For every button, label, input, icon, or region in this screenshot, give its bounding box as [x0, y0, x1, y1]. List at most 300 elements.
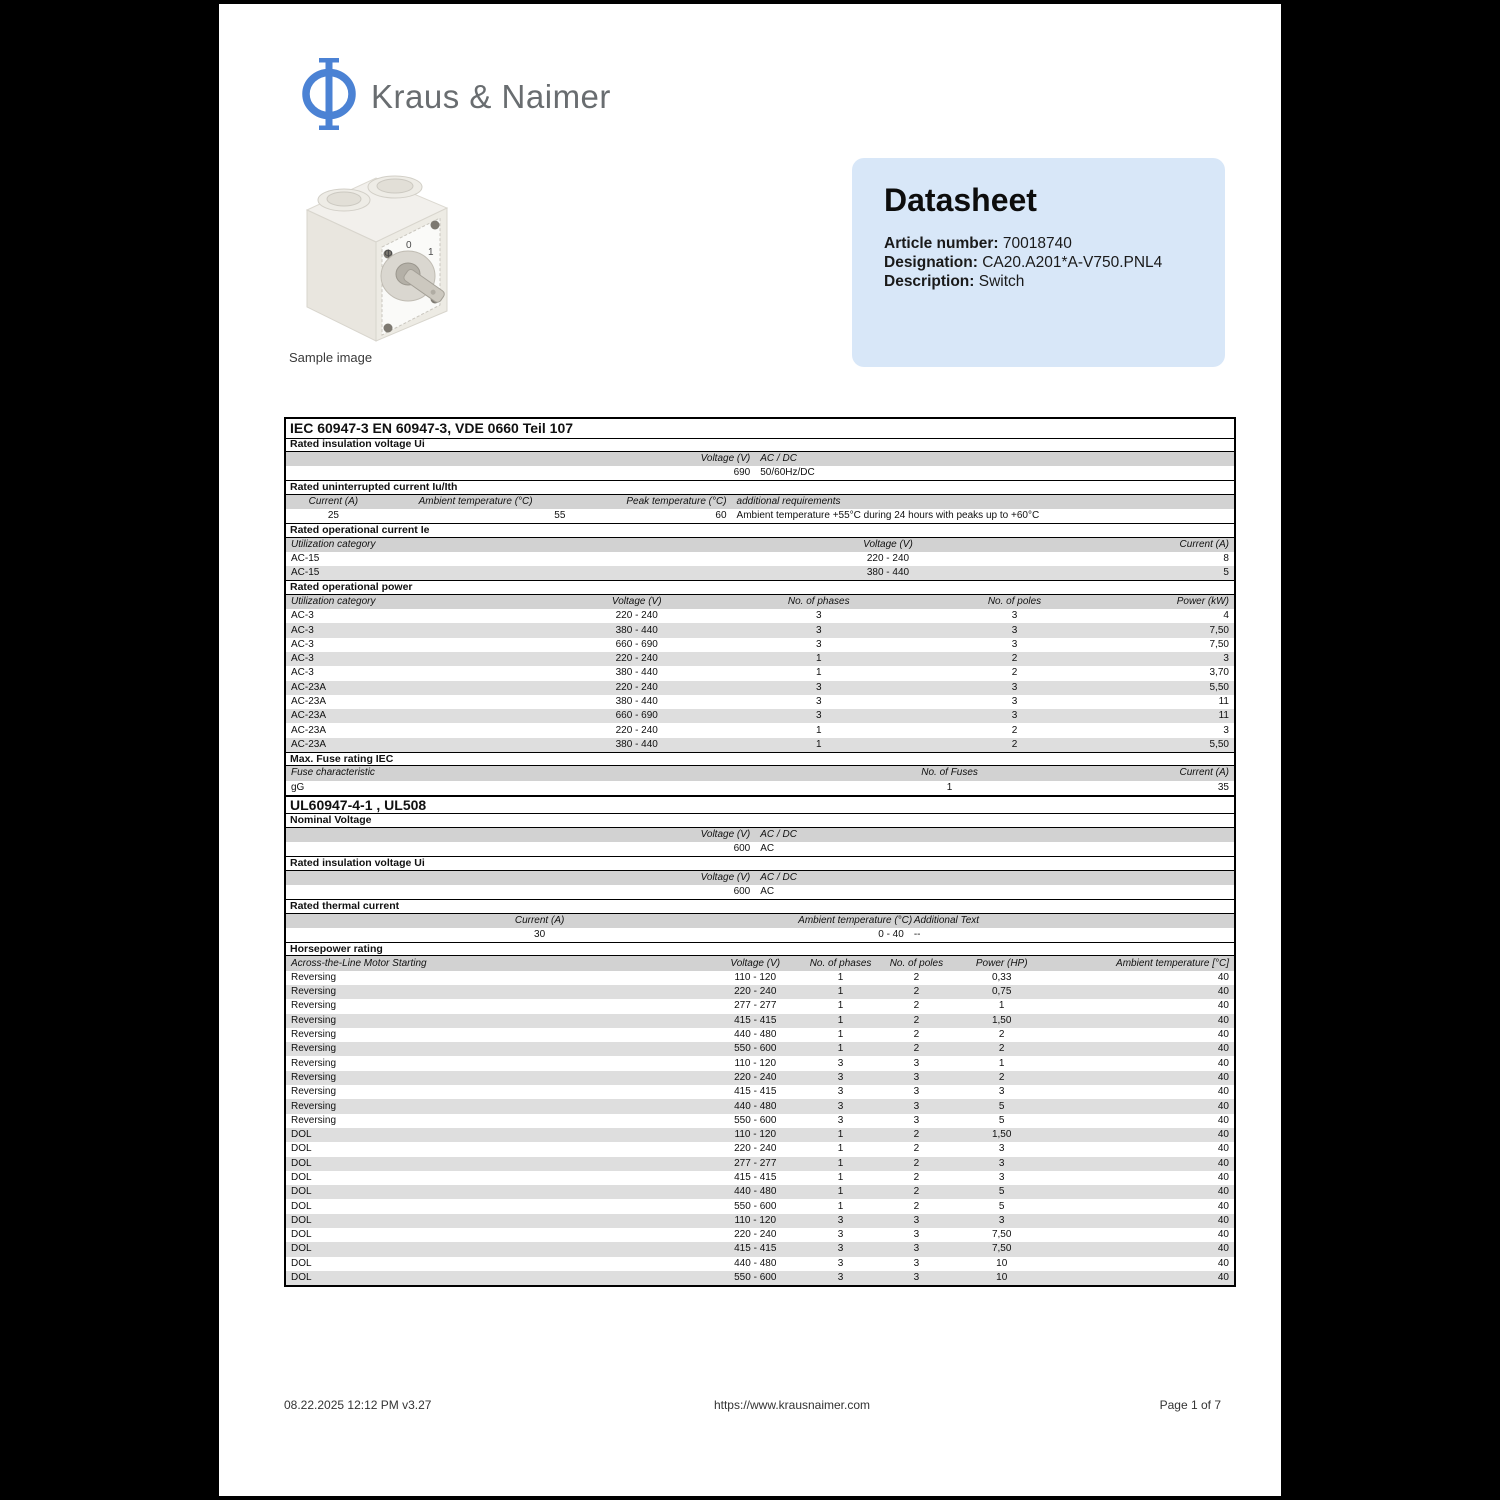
- table-row: [286, 566, 1234, 580]
- table-cell: 3: [913, 1071, 920, 1083]
- table-cell: 2: [913, 1129, 920, 1141]
- table-cell: Voltage (V): [730, 957, 781, 969]
- table-cell: 40: [1217, 1129, 1229, 1141]
- table-subsection-header: Rated operational current Ie: [286, 523, 1234, 537]
- table-row: [286, 1128, 1234, 1142]
- table-header-row: [286, 956, 1234, 970]
- table-cell: 1: [946, 781, 953, 793]
- table-cell: 1: [837, 1143, 844, 1155]
- table-cell: DOL: [291, 1229, 312, 1241]
- table-cell: 2: [913, 1014, 920, 1026]
- table-cell: 40: [1217, 1014, 1229, 1026]
- table-cell: 40: [1217, 986, 1229, 998]
- table-cell: 40: [1217, 1186, 1229, 1198]
- table-cell: 3: [815, 624, 822, 636]
- table-cell: 3: [815, 710, 822, 722]
- table-cell: No. of Fuses: [921, 767, 978, 779]
- table-cell: 1: [837, 1000, 844, 1012]
- table-cell: 380 - 440: [866, 567, 910, 579]
- table-cell: 8: [1223, 553, 1229, 565]
- table-cell: 3: [1011, 610, 1018, 622]
- table-row: [286, 695, 1234, 709]
- table-cell: DOL: [291, 1129, 312, 1141]
- table-cell: 3: [837, 1229, 844, 1241]
- table-subsection-header: Rated uninterrupted current Iu/Ith: [286, 480, 1234, 494]
- table-cell: 5: [998, 1114, 1005, 1126]
- table-cell: AC-15: [291, 553, 320, 565]
- table-cell: 3: [837, 1086, 844, 1098]
- table-row: [286, 723, 1234, 737]
- table-cell: DOL: [291, 1157, 312, 1169]
- table-cell: gG: [291, 781, 305, 793]
- switch-product-image: [287, 158, 467, 350]
- table-cell: AC: [760, 843, 775, 855]
- cable-gland-right: [368, 176, 422, 198]
- table-row: [286, 1114, 1234, 1128]
- table-cell: 3: [913, 1114, 920, 1126]
- table-subsection-header: Rated operational power: [286, 580, 1234, 594]
- table-row: [286, 885, 1234, 899]
- table-cell: 415 - 415: [734, 1243, 777, 1255]
- table-row: [286, 1228, 1234, 1242]
- table-row: [286, 985, 1234, 999]
- table-cell: 3: [815, 695, 822, 707]
- table-cell: AC-3: [291, 638, 314, 650]
- table-cell: 220 - 240: [615, 724, 658, 736]
- table-cell: 35: [1217, 781, 1229, 793]
- table-cell: 40: [1217, 1229, 1229, 1241]
- table-row: [286, 1157, 1234, 1171]
- table-header-row: [286, 766, 1234, 780]
- table-row: [286, 1214, 1234, 1228]
- table-cell: 220 - 240: [734, 986, 777, 998]
- table-cell: 1: [998, 1000, 1005, 1012]
- table-cell: Reversing: [291, 1014, 337, 1026]
- sample-image-caption: Sample image: [289, 350, 373, 365]
- table-cell: Current (A): [514, 914, 565, 926]
- table-cell: Utilization category: [291, 595, 376, 607]
- table-cell: 2: [913, 986, 920, 998]
- table-cell: 550 - 600: [734, 1200, 777, 1212]
- table-cell: 415 - 415: [734, 1171, 777, 1183]
- table-cell: 3: [837, 1214, 844, 1226]
- table-row: [286, 681, 1234, 695]
- table-row: [286, 1257, 1234, 1271]
- table-cell: 3: [998, 1214, 1005, 1226]
- description-field: [884, 272, 1225, 291]
- table-cell: 440 - 480: [734, 1257, 777, 1269]
- table-cell: 3: [998, 1171, 1005, 1183]
- table-row: [286, 666, 1234, 680]
- table-cell: 3: [1011, 638, 1018, 650]
- table-subsection-header: Rated thermal current: [286, 899, 1234, 913]
- table-row: [286, 652, 1234, 666]
- table-cell: Reversing: [291, 1114, 337, 1126]
- table-cell: 3: [998, 1086, 1005, 1098]
- table-row: [286, 1014, 1234, 1028]
- table-cell: 3: [1011, 681, 1018, 693]
- table-cell: 110 - 120: [734, 1129, 777, 1141]
- datasheet-title: Datasheet: [884, 182, 1037, 218]
- table-cell: 550 - 600: [734, 1272, 777, 1284]
- table-cell: DOL: [291, 1200, 312, 1212]
- table-cell: 1: [837, 971, 844, 983]
- table-cell: 380 - 440: [615, 695, 658, 707]
- table-cell: 220 - 240: [734, 1229, 777, 1241]
- field-value: CA20.A201*A-V750.PNL4: [982, 254, 1163, 271]
- table-row: [286, 999, 1234, 1013]
- table-cell: DOL: [291, 1257, 312, 1269]
- table-cell: 40: [1217, 1272, 1229, 1284]
- table-cell: Reversing: [291, 986, 337, 998]
- table-cell: AC-23A: [291, 695, 327, 707]
- table-row: [286, 552, 1234, 566]
- table-cell: AC-15: [291, 567, 320, 579]
- table-subsection-header: Horsepower rating: [286, 942, 1234, 956]
- table-cell: 7,50: [991, 1229, 1012, 1241]
- table-cell: Ambient temperature (°C): [798, 914, 913, 926]
- kraus-naimer-logo-icon: [301, 58, 357, 130]
- table-cell: Ambient temperature [°C]: [1116, 957, 1229, 969]
- table-cell: 1: [837, 1200, 844, 1212]
- table-cell: 660 - 690: [615, 638, 658, 650]
- table-row: [286, 1171, 1234, 1185]
- table-subsection-header: Rated insulation voltage Ui: [286, 438, 1234, 452]
- field-value: 70018740: [1002, 235, 1072, 252]
- table-cell: --: [913, 928, 921, 940]
- table-cell: 220 - 240: [734, 1143, 777, 1155]
- datasheet-fields: [884, 234, 1225, 291]
- table-row: [286, 971, 1234, 985]
- table-cell: 380 - 440: [615, 667, 658, 679]
- table-cell: 40: [1217, 1214, 1229, 1226]
- table-cell: 690: [733, 467, 751, 479]
- brand-name: Kraus & Naimer: [371, 78, 611, 115]
- table-row: [286, 623, 1234, 637]
- table-cell: 2: [913, 1000, 920, 1012]
- table-row: [286, 738, 1234, 752]
- table-cell: 40: [1217, 1000, 1229, 1012]
- table-cell: AC-23A: [291, 724, 327, 736]
- table-cell: 3: [815, 610, 822, 622]
- table-subsection-header: Nominal Voltage: [286, 813, 1234, 827]
- table-cell: 3: [837, 1114, 844, 1126]
- table-cell: Ambient temperature (°C): [418, 495, 533, 507]
- table-cell: 220 - 240: [734, 1071, 777, 1083]
- table-row: [286, 1056, 1234, 1070]
- table-cell: AC-23A: [291, 681, 327, 693]
- table-cell: 2: [913, 1200, 920, 1212]
- table-cell: 40: [1217, 1057, 1229, 1069]
- table-cell: DOL: [291, 1143, 312, 1155]
- table-cell: 40: [1217, 1200, 1229, 1212]
- table-cell: 1: [837, 1043, 844, 1055]
- table-cell: 1: [815, 724, 822, 736]
- table-cell: 40: [1217, 971, 1229, 983]
- table-cell: 2: [913, 1157, 920, 1169]
- table-cell: 380 - 440: [615, 624, 658, 636]
- table-cell: 550 - 600: [734, 1043, 777, 1055]
- table-row: [286, 709, 1234, 723]
- table-cell: 1: [837, 1157, 844, 1169]
- table-cell: 1,50: [991, 1129, 1012, 1141]
- table-cell: AC-3: [291, 610, 314, 622]
- table-section-title: IEC 60947-3 EN 60947-3, VDE 0660 Teil 107: [290, 420, 574, 437]
- table-header-row: [286, 871, 1234, 885]
- table-cell: 415 - 415: [734, 1014, 777, 1026]
- table-row: [286, 1271, 1234, 1285]
- table-cell: 11: [1218, 710, 1229, 722]
- table-cell: 2: [998, 1043, 1005, 1055]
- table-cell: 1,50: [991, 1014, 1012, 1026]
- table-cell: 2: [913, 1143, 920, 1155]
- table-row: [286, 1028, 1234, 1042]
- table-row: [286, 1042, 1234, 1056]
- table-cell: 3,70: [1209, 667, 1229, 679]
- table-cell: Reversing: [291, 1000, 337, 1012]
- table-cell: 3: [913, 1086, 920, 1098]
- table-cell: Reversing: [291, 1043, 337, 1055]
- table-header-row: [286, 538, 1234, 552]
- table-cell: 5,50: [1209, 738, 1229, 750]
- cable-gland-left: [318, 189, 370, 211]
- table-cell: AC-3: [291, 667, 314, 679]
- table-cell: 3: [1011, 695, 1018, 707]
- table-cell: 25: [327, 510, 339, 522]
- table-cell: DOL: [291, 1214, 312, 1226]
- table-cell: 40: [1217, 1257, 1229, 1269]
- article-number-field: [884, 234, 1225, 253]
- table-cell: Reversing: [291, 1100, 337, 1112]
- table-cell: 3: [1223, 653, 1229, 665]
- table-cell: 220 - 240: [615, 653, 658, 665]
- table-cell: DOL: [291, 1186, 312, 1198]
- table-cell: 40: [1217, 1243, 1229, 1255]
- table-cell: 3: [815, 638, 822, 650]
- table-cell: 40: [1217, 1086, 1229, 1098]
- table-row: [286, 1099, 1234, 1113]
- table-cell: 440 - 480: [734, 1029, 777, 1041]
- table-cell: 2: [913, 1186, 920, 1198]
- table-cell: 110 - 120: [734, 971, 777, 983]
- table-cell: 30: [534, 928, 546, 940]
- table-cell: 3: [815, 681, 822, 693]
- table-cell: 3: [837, 1243, 844, 1255]
- table-cell: 40: [1217, 1157, 1229, 1169]
- table-cell: Fuse characteristic: [291, 767, 375, 779]
- table-cell: 2: [913, 1171, 920, 1183]
- table-row: [286, 609, 1234, 623]
- table-cell: Additional Text: [913, 914, 980, 926]
- table-cell: 1: [815, 653, 822, 665]
- table-header-row: [286, 495, 1234, 509]
- table-cell: Power (HP): [975, 957, 1028, 969]
- table-row: [286, 1242, 1234, 1256]
- table-cell: Voltage (V): [700, 871, 751, 883]
- table-cell: Current (A): [1179, 767, 1229, 779]
- table-header-row: [286, 452, 1234, 466]
- table-cell: 40: [1217, 1043, 1229, 1055]
- table-row: [286, 842, 1234, 856]
- table-cell: AC / DC: [760, 452, 797, 464]
- table-subsection-header: Rated insulation voltage Ui: [286, 856, 1234, 870]
- table-cell: 55: [554, 510, 566, 522]
- table-cell: 380 - 440: [615, 738, 658, 750]
- table-cell: 40: [1217, 1114, 1229, 1126]
- table-cell: 5: [998, 1200, 1005, 1212]
- spec-table: [284, 417, 1236, 1287]
- table-cell: 660 - 690: [615, 710, 658, 722]
- table-cell: 5: [1223, 567, 1229, 579]
- table-cell: Voltage (V): [700, 828, 751, 840]
- datasheet-card: [852, 158, 1225, 367]
- table-cell: 3: [837, 1272, 844, 1284]
- table-cell: 3: [913, 1100, 920, 1112]
- designation-field: [884, 253, 1225, 272]
- table-cell: 110 - 120: [734, 1057, 777, 1069]
- table-cell: 1: [837, 1171, 844, 1183]
- table-cell: 2: [913, 1029, 920, 1041]
- table-cell: Current (A): [308, 495, 359, 507]
- table-cell: DOL: [291, 1171, 312, 1183]
- table-row: [286, 1199, 1234, 1213]
- table-cell: AC / DC: [760, 828, 797, 840]
- table-cell: 3: [913, 1229, 920, 1241]
- table-cell: 2: [998, 1071, 1005, 1083]
- table-cell: 1: [837, 986, 844, 998]
- table-cell: 5: [998, 1100, 1005, 1112]
- table-cell: 2: [913, 971, 920, 983]
- table-cell: 1: [998, 1057, 1005, 1069]
- table-cell: 3: [1011, 710, 1018, 722]
- table-cell: 3: [837, 1071, 844, 1083]
- field-label: Article number:: [884, 235, 999, 252]
- table-row: [286, 1071, 1234, 1085]
- table-cell: 40: [1217, 1143, 1229, 1155]
- table-header-row: [286, 595, 1234, 609]
- table-row: [286, 781, 1234, 795]
- table-cell: AC-3: [291, 653, 314, 665]
- table-cell: 0,75: [991, 986, 1012, 998]
- table-cell: 0 - 40: [878, 928, 904, 940]
- table-cell: Voltage (V): [700, 452, 751, 464]
- table-row: [286, 638, 1234, 652]
- table-cell: 1: [837, 1129, 844, 1141]
- table-cell: 110 - 120: [734, 1214, 777, 1226]
- table-cell: 3: [913, 1243, 920, 1255]
- table-cell: 550 - 600: [734, 1114, 777, 1126]
- table-cell: 3: [913, 1257, 920, 1269]
- table-cell: 7,50: [1209, 624, 1229, 636]
- table-cell: 1: [815, 667, 822, 679]
- table-cell: 3: [998, 1143, 1005, 1155]
- table-cell: 1: [837, 1029, 844, 1041]
- table-row: [286, 1085, 1234, 1099]
- table-cell: 0,33: [991, 971, 1012, 983]
- table-cell: Voltage (V): [863, 538, 913, 550]
- table-cell: Reversing: [291, 1057, 337, 1069]
- switch-mark-1: 1: [428, 247, 434, 258]
- table-cell: 2: [1011, 667, 1018, 679]
- table-cell: 220 - 240: [615, 610, 658, 622]
- table-section-title: UL60947-4-1 , UL508: [286, 795, 1234, 814]
- table-cell: 440 - 480: [734, 1186, 777, 1198]
- field-label: Designation:: [884, 254, 978, 271]
- table-cell: 220 - 240: [615, 681, 658, 693]
- table-cell: AC / DC: [760, 871, 797, 883]
- footer-url: https://www.krausnaimer.com: [713, 1398, 871, 1412]
- table-cell: DOL: [291, 1243, 312, 1255]
- table-cell: Power (kW): [1176, 595, 1229, 607]
- table-cell: 2: [1011, 653, 1018, 665]
- table-cell: additional requirements: [736, 495, 841, 507]
- table-cell: 40: [1217, 1171, 1229, 1183]
- switch-mark-phi: Φ: [384, 248, 393, 260]
- table-cell: 2: [998, 1029, 1005, 1041]
- table-cell: Reversing: [291, 1071, 337, 1083]
- table-cell: 5,50: [1209, 681, 1229, 693]
- table-cell: 10: [996, 1257, 1008, 1269]
- table-cell: Peak temperature (°C): [626, 495, 727, 507]
- table-row: [286, 509, 1234, 523]
- table-cell: 2: [1011, 738, 1018, 750]
- table-cell: Voltage (V): [611, 595, 662, 607]
- table-cell: 11: [1218, 695, 1229, 707]
- table-cell: Reversing: [291, 971, 337, 983]
- table-cell: 3: [837, 1257, 844, 1269]
- table-cell: 277 - 277: [734, 1157, 777, 1169]
- field-label: Description:: [884, 273, 975, 290]
- table-cell: 3: [913, 1272, 920, 1284]
- table-cell: 50/60Hz/DC: [760, 467, 815, 479]
- table-cell: Reversing: [291, 1029, 337, 1041]
- table-cell: 40: [1217, 1100, 1229, 1112]
- table-cell: 1: [837, 1186, 844, 1198]
- table-cell: Current (A): [1179, 538, 1229, 550]
- table-cell: 440 - 480: [734, 1100, 777, 1112]
- table-cell: AC-23A: [291, 738, 327, 750]
- table-cell: 600: [733, 843, 751, 855]
- table-cell: 600: [733, 886, 751, 898]
- table-cell: 415 - 415: [734, 1086, 777, 1098]
- table-cell: No. of poles: [987, 595, 1042, 607]
- table-cell: 7,50: [1209, 638, 1229, 650]
- table-cell: 2: [1011, 724, 1018, 736]
- table-cell: 60: [715, 510, 727, 522]
- table-cell: 3: [998, 1157, 1005, 1169]
- table-cell: No. of poles: [889, 957, 944, 969]
- field-value: Switch: [978, 273, 1025, 290]
- table-row: [286, 1142, 1234, 1156]
- table-cell: 1: [815, 738, 822, 750]
- table-cell: No. of phases: [809, 957, 872, 969]
- table-cell: 2: [913, 1043, 920, 1055]
- table-subsection-header: Max. Fuse rating IEC: [286, 752, 1234, 766]
- table-cell: Reversing: [291, 1086, 337, 1098]
- switch-mark-0: 0: [406, 240, 412, 251]
- table-cell: 10: [996, 1272, 1008, 1284]
- table-cell: 3: [837, 1057, 844, 1069]
- table-header-row: [286, 914, 1234, 928]
- table-row: [286, 928, 1234, 942]
- table-cell: 3: [913, 1214, 920, 1226]
- table-cell: 7,50: [991, 1243, 1012, 1255]
- table-cell: 3: [1223, 724, 1229, 736]
- table-header-row: [286, 828, 1234, 842]
- table-cell: Utilization category: [291, 538, 376, 550]
- footer-page-number: Page 1 of 7: [1159, 1398, 1221, 1412]
- table-cell: 220 - 240: [866, 553, 910, 565]
